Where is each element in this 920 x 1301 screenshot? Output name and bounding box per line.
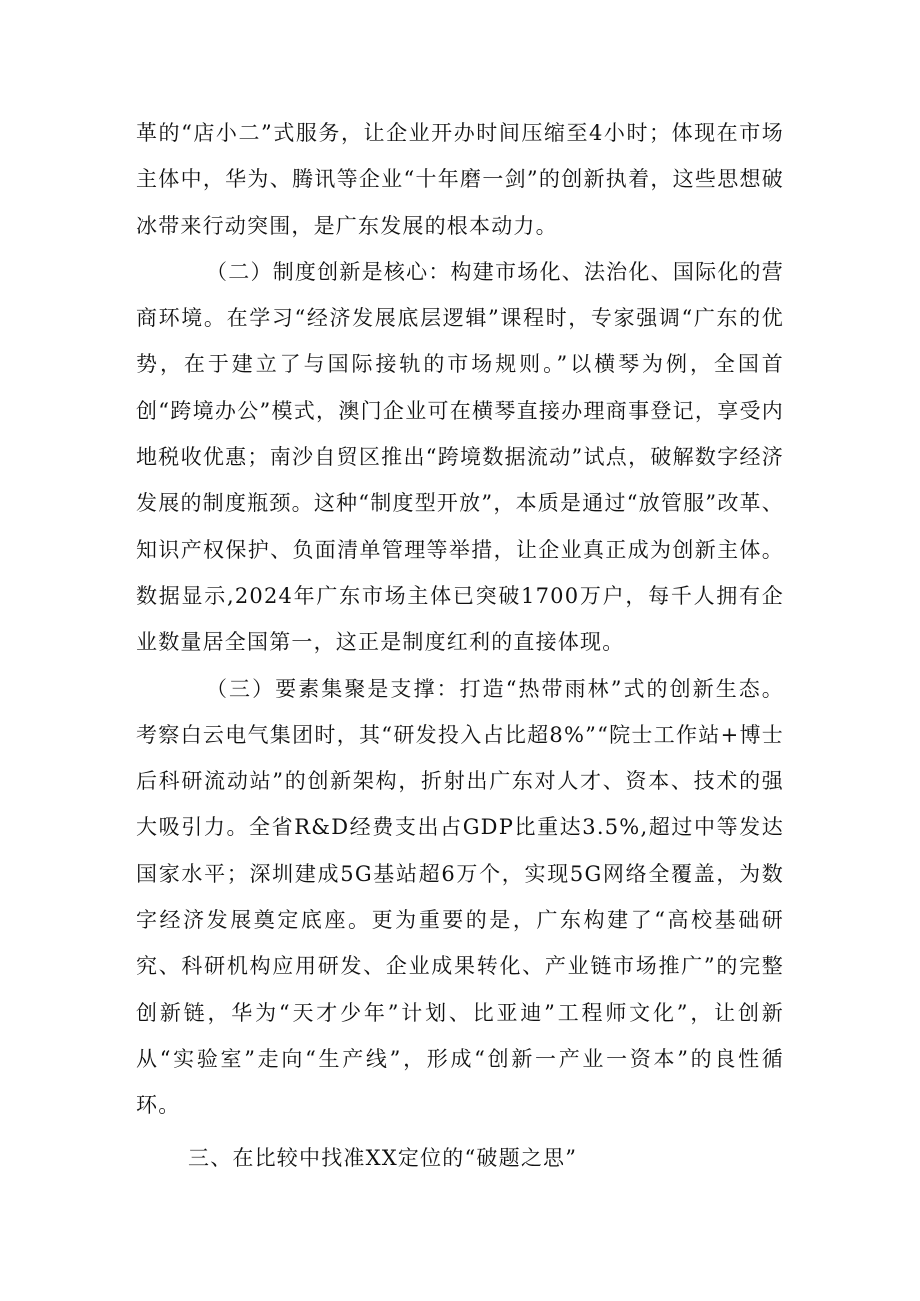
paragraph-continuation: 革的“店小二”式服务，让企业开办时间压缩至4小时；体现在市场主体中，华为、腾讯等企业“十年磨一剑”的创新执着，这些思想破冰带来行动突围，是广东发展的根本动力。 bbox=[136, 121, 784, 238]
paragraph-institutional-innovation: （二）制度创新是核心：构建市场化、法治化、国际化的营商环境。在学习“经济发展底层逻辑”课程时，专家强调“广东的优势，在于建立了与国际接轨的市场规则。”以横琴为例，全国首创“跨境办公”模式，澳门企业可在横琴直接办理商事登记，享受内地税收优惠；南沙自贸区推出“跨境数据流动”试点，破解数字经济发展的制度瓶颈。这种“制度型开放”，本质是通过“放管服”改革、知识产权保护、负面清单管理等举措，让企业真正成为创新主体。数据显示,2024年广东市场主体已突破1700万户，每千人拥有企业数量居全国第一，这正是制度红利的直接体现。 bbox=[136, 259, 784, 655]
paragraph-factor-agglomeration: （三）要素集聚是支撑：打造“热带雨林”式的创新生态。考察白云电气集团时，其“研发投入占比超8%”“院士工作站+博士后科研流动站”的创新架构，折射出广东对人才、资本、技术的强大吸引力。全省R&D经费支出占GDP比重达3.5%,超过中等发达国家水平；深圳建成5G基站超6万个，实现5G网络全覆盖，为数字经济发展奠定底座。更为重要的是，广东构建了“高校基础研究、科研机构应用研发、企业成果转化、产业链市场推广”的完整创新链，华为“天才少年”计划、比亚迪”工程师文化”，让创新从“实验室”走向“生产线”，形成“创新一产业一资本”的良性循环。 bbox=[136, 676, 784, 1118]
document-body bbox=[136, 110, 784, 1181]
section-heading: 三、在比较中找准XX定位的“破题之思” bbox=[188, 1145, 578, 1170]
